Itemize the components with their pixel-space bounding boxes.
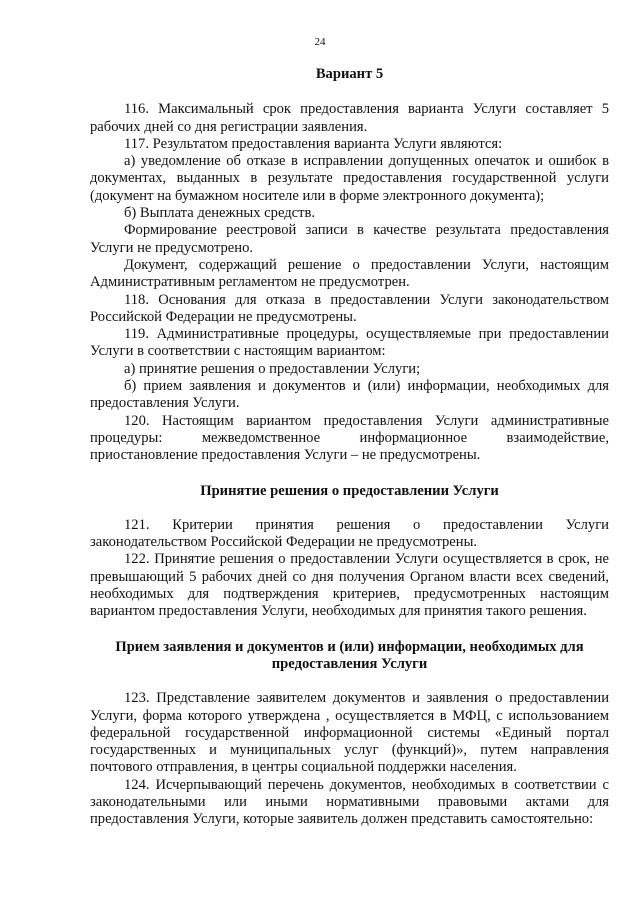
- section-variant-5: [90, 66, 609, 465]
- paragraph-117-b: б) Выплата денежных средств.: [124, 205, 316, 222]
- paragraph-119-b: б) прием заявления и документов и (или) информации, необходимых для предоставления Услуги.: [90, 378, 609, 412]
- paragraph-119: 119. Административные процедуры, осуществляемые при предоставлении Услуги в соответствии с настоящим вариантом:: [90, 326, 609, 360]
- paragraph-117-a: а) уведомление об отказе в исправлении допущенных опечаток и ошибок в документах, выданных в результате предоставления государственной услуги (документ на бумажном носителе или в форме электронного документа);: [90, 153, 609, 204]
- paragraph-registry-record: Формирование реестровой записи в качестве результата предоставления Услуги не предусмотрено.: [90, 222, 609, 256]
- paragraph-116: 116. Максимальный срок предоставления варианта Услуги составляет 5 рабочих дней со дня регистрации заявления.: [90, 101, 609, 135]
- section-application-intake: [90, 639, 609, 829]
- section-heading: Прием заявления и документов и (или) информации, необходимых для предоставления Услуги: [115, 638, 584, 672]
- section-decision: [90, 483, 609, 621]
- section-heading: Принятие решения о предоставлении Услуги: [200, 482, 499, 499]
- paragraph-118: 118. Основания для отказа в предоставлении Услуги законодательством Российской Федерации не предусмотрены.: [90, 291, 609, 325]
- paragraph-121: 121. Критерии принятия решения о предоставлении Услуги законодательством Российской Федерации не предусмотрены.: [90, 516, 609, 551]
- document-body: [90, 66, 609, 829]
- paragraph-120: 120. Настоящим вариантом предоставления Услуги административные процедуры: межведомственное информационное взаимодействие, приостановление предоставления Услуги – не предусмотрены.: [90, 412, 609, 464]
- paragraph-decision-document: Документ, содержащий решение о предоставлении Услуги, настоящим Административным регламентом не предусмотрен.: [90, 256, 609, 291]
- paragraph-119-a: а) принятие решения о предоставлении Услуги;: [124, 360, 421, 377]
- paragraph-123: 123. Представление заявителем документов и заявления о предоставлении Услуги, форма которого утверждена , осуществляется в МФЦ, с использованием федеральной государственной информационной системы «Единый портал государственных и муниципальных услуг (функций)», путем направления почтового отправления, в центры социальной поддержки населения.: [90, 690, 609, 776]
- section-heading: Вариант 5: [315, 66, 384, 82]
- paragraph-122: 122. Принятие решения о предоставлении Услуги осуществляется в срок, не превышающий 5 рабочих дней со дня получения Органом власти всех сведений, необходимых для подтверждения критериев, предусмотренных настоящим вариантом предоставления Услуги, необходимых для принятия такого решения.: [90, 551, 609, 620]
- paragraph-117: 117. Результатом предоставления варианта Услуги являются:: [124, 135, 503, 152]
- page-number: 24: [314, 36, 326, 48]
- paragraph-124: 124. Исчерпывающий перечень документов, необходимых в соответствии с законодательными или иными нормативными правовыми актами для предоставления Услуги, которые заявитель должен представить самостоятельно:: [90, 776, 609, 828]
